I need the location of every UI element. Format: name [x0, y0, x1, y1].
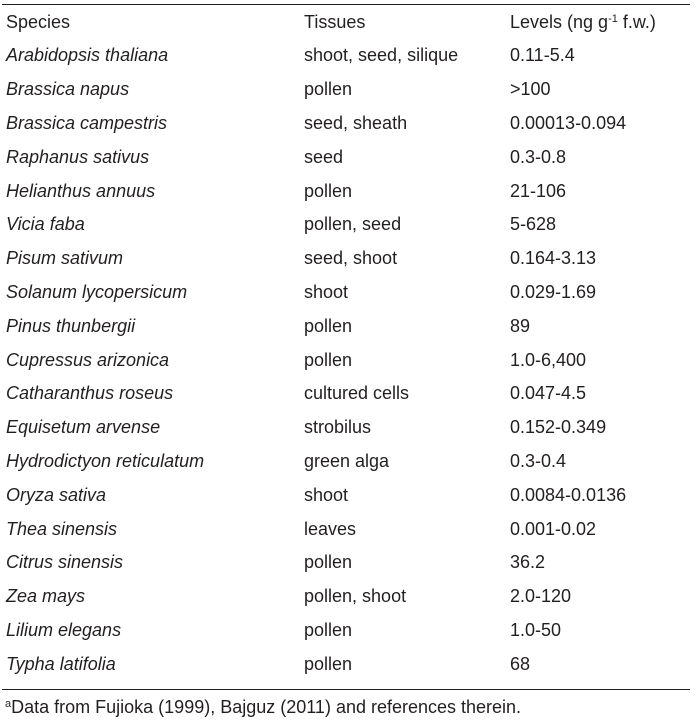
table-row	[2, 39, 690, 73]
levels-cell: 0.152-0.349	[510, 417, 607, 438]
table-row	[2, 445, 690, 479]
levels-cell: 0.001-0.02	[510, 518, 597, 539]
tissues-cell: green alga	[304, 450, 390, 471]
species-cell: Vicia faba	[6, 214, 85, 235]
table-row	[2, 242, 690, 276]
levels-cell: 0.164-3.13	[510, 248, 597, 269]
table-row	[2, 309, 690, 343]
tissues-cell: pollen	[304, 349, 353, 370]
levels-cell: 0.3-0.8	[510, 146, 567, 167]
species-cell: Helianthus annuus	[6, 180, 156, 201]
species-cell: Typha latifolia	[6, 653, 116, 674]
header-species: Species	[6, 11, 71, 32]
levels-cell: 5-628	[510, 214, 557, 235]
table-row	[2, 614, 690, 648]
species-cell: Pisum sativum	[6, 248, 124, 269]
species-cell: Arabidopsis thaliana	[6, 45, 169, 66]
header-levels-suffix: f.w.)	[617, 11, 656, 32]
table-footnote	[5, 697, 521, 718]
header-tissues: Tissues	[304, 11, 366, 32]
levels-cell: 1.0-50	[510, 619, 562, 640]
table-row	[2, 208, 690, 242]
species-cell: Cupressus arizonica	[6, 349, 170, 370]
table-body	[2, 39, 690, 681]
levels-cell: 0.047-4.5	[510, 383, 587, 404]
footnote-marker: a	[5, 698, 12, 710]
species-cell: Hydrodictyon reticulatum	[6, 450, 205, 471]
table-row	[2, 73, 690, 107]
tissues-cell: seed, sheath	[304, 112, 408, 133]
table-row	[2, 377, 690, 411]
tissues-cell: pollen	[304, 180, 353, 201]
tissues-cell: seed	[304, 146, 344, 167]
levels-cell: 0.0084-0.0136	[510, 484, 627, 505]
tissues-cell: pollen	[304, 552, 353, 573]
species-cell: Catharanthus roseus	[6, 383, 174, 404]
species-cell: Equisetum arvense	[6, 417, 161, 438]
levels-cell: 2.0-120	[510, 586, 572, 607]
table-row	[2, 580, 690, 614]
levels-cell: 21-106	[510, 180, 567, 201]
species-cell: Solanum lycopersicum	[6, 281, 188, 302]
species-cell: Brassica napus	[6, 79, 130, 100]
tissues-cell: leaves	[304, 518, 357, 539]
header-levels-superscript: -1	[608, 12, 618, 25]
levels-cell: 68	[510, 653, 531, 674]
table-bottom-rule	[2, 689, 690, 690]
tissues-cell: cultured cells	[304, 383, 410, 404]
table-row	[2, 107, 690, 141]
species-cell: Citrus sinensis	[6, 552, 124, 573]
tissues-cell: shoot, seed, silique	[304, 45, 459, 66]
table-row	[2, 174, 690, 208]
levels-cell: 0.11-5.4	[510, 45, 575, 66]
species-cell: Zea mays	[6, 586, 86, 607]
tissues-cell: pollen, seed	[304, 214, 402, 235]
table-row	[2, 478, 690, 512]
species-cell: Oryza sativa	[6, 484, 107, 505]
levels-cell: 1.0-6,400	[510, 349, 587, 370]
tissues-cell: shoot	[304, 281, 349, 302]
tissues-cell: pollen	[304, 315, 353, 336]
tissues-cell: pollen	[304, 653, 353, 674]
levels-cell: 36.2	[510, 552, 546, 573]
table-row	[2, 546, 690, 580]
levels-cell: >100	[510, 79, 551, 100]
species-cell: Lilium elegans	[6, 619, 122, 640]
species-cell: Pinus thunbergii	[6, 315, 136, 336]
tissues-cell: pollen	[304, 79, 353, 100]
species-cell: Brassica campestris	[6, 112, 168, 133]
table-header-row	[2, 5, 690, 39]
table-row	[2, 343, 690, 377]
header-levels-prefix: Levels (ng g	[510, 11, 609, 32]
table-row	[2, 647, 690, 681]
table-row	[2, 512, 690, 546]
levels-cell: 0.029-1.69	[510, 281, 597, 302]
table-row	[2, 140, 690, 174]
header-levels	[510, 5, 690, 39]
tissues-cell: pollen, shoot	[304, 586, 407, 607]
levels-cell: 0.00013-0.094	[510, 112, 627, 133]
levels-cell: 89	[510, 315, 531, 336]
levels-cell: 0.3-0.4	[510, 450, 567, 471]
tissues-cell: strobilus	[304, 417, 372, 438]
species-cell: Raphanus sativus	[6, 146, 150, 167]
brassinosteroid-levels-table	[2, 5, 690, 681]
tissues-cell: seed, shoot	[304, 248, 398, 269]
tissues-cell: pollen	[304, 619, 353, 640]
tissues-cell: shoot	[304, 484, 349, 505]
species-cell: Thea sinensis	[6, 518, 118, 539]
footnote-text: Data from Fujioka (1999), Bajguz (2011) and references therein.	[11, 697, 522, 717]
table-row	[2, 276, 690, 310]
table-row	[2, 411, 690, 445]
